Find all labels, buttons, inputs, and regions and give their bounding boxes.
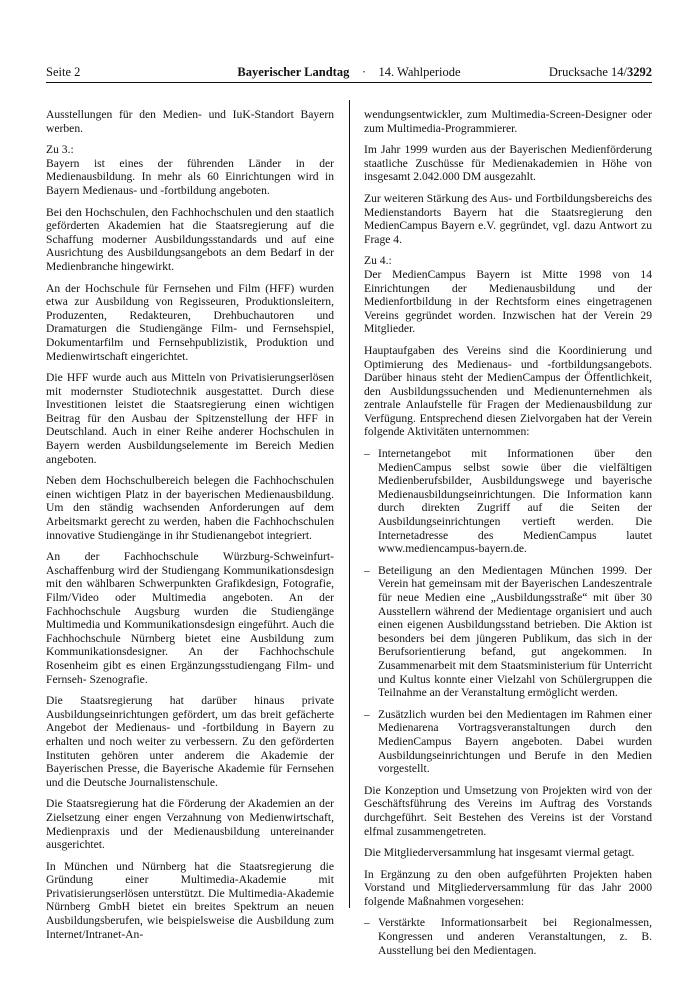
list-item bbox=[364, 564, 652, 700]
column-divider bbox=[349, 100, 350, 908]
header-separator: · bbox=[361, 65, 366, 79]
list-dash: – bbox=[364, 563, 370, 577]
list-item-text: Beteiligung an den Medientagen München 1999. Der Verein hat gemeinsam mit der Bayerischen Landeszentrale für neue Medien eine „Ausbildungsstraße“ mit über 30 Ausstellern während der Medientage organisiert und auch einen eigenen Ausbildungsstand betrieben. Die Aktion ist besonders bei dem jüngeren Publikum, das sich in der Berufsorientierung befand, gut angekommen. In Zusammenarbeit mit dem Staatsministerium für Unterricht und Kultus konnte einer Vielzahl von Schülergruppen die Teilnahme an der Veranstaltung ermöglicht werden. bbox=[378, 563, 652, 700]
header-rule bbox=[46, 82, 652, 83]
document-number-prefix: Drucksache 14/ bbox=[548, 65, 627, 79]
legislative-period: 14. Wahlperiode bbox=[378, 65, 461, 79]
list-item-text: Verstärkte Informationsarbeit bei Regionalmessen, Kongressen und anderen Veranstaltungen, z. B. Ausstellung bei den Medientagen. bbox=[378, 916, 652, 957]
paragraph: In Ergänzung zu den oben aufgeführten Projekten haben Vorstand und Mitgliederversammlung für das Jahr 2000 folgende Maßnahmen vorgesehen: bbox=[364, 867, 652, 908]
paragraph: An der Hochschule für Fernsehen und Film (HFF) wurden etwa zur Ausbildung von Regisseuren, Produktionsleitern, Produzenten, Redakteuren, Drehbuchautoren und Dramaturgen die Studiengänge Film- und Fernsehspiel, Dokumentarfilm und Fernsehpublizistik, Produktion und Medienwirtschaft eingerichtet. bbox=[46, 281, 334, 363]
page-header bbox=[46, 64, 652, 82]
paragraph: Bayern ist eines der führenden Länder in der Medienausbildung. In mehr als 60 Einrichtungen wird in Bayern Medienaus- und -fortbildung angeboten. bbox=[46, 156, 334, 197]
paragraph: In München und Nürnberg hat die Staatsregierung die Gründung einer Multimedia-Akademie mit Privatisierungserlösen unterstützt. Die Multimedia-Akademie Nürnberg GmbH bietet ein breites Spektrum an neuen Ausbildungsberufen, wie beispielsweise die Ausbildung zum Internet/Intranet-An- bbox=[46, 859, 334, 941]
list-dash: – bbox=[364, 916, 370, 930]
left-column bbox=[46, 108, 334, 949]
paragraph: Bei den Hochschulen, den Fachhochschulen und den staatlich geförderten Akademien hat die Staatsregierung auf die Schaffung moderner Ausbildungsstandards und auf eine Ausrichtung des Ausbildungsangebots an dem Bedarf in der Medienbranche hingewirkt. bbox=[46, 205, 334, 273]
list-item bbox=[364, 708, 652, 776]
list-dash: – bbox=[364, 447, 370, 461]
paragraph: Ausstellungen für den Medien- und IuK-Standort Bayern werben. bbox=[46, 108, 334, 135]
activity-list bbox=[364, 447, 652, 776]
paragraph: Hauptaufgaben des Vereins sind die Koordinierung und Optimierung des Medienaus- und -fortbildungsangebots. Darüber hinaus steht der MedienCampus der Öffentlichkeit, den Ausbildungssuchenden und Medienunternehmen als zentrale Anlaufstelle für Fragen der Medienausbildung zur Verfügung. Entsprechend diesen Zielvorgaben hat der Verein folgende Aktivitäten unternommen: bbox=[364, 343, 652, 439]
paragraph: Im Jahr 1999 wurden aus der Bayerischen Medienförderung staatliche Zuschüsse für Medienakademien in Höhe von insgesamt 2.042.000 DM ausgezahlt. bbox=[364, 143, 652, 184]
paragraph: Die Staatsregierung hat darüber hinaus private Ausbildungseinrichtungen gefördert, um das breit gefächerte Angebot der Medienaus- und -fortbildung in Bayern zu erhalten und noch weiter zu verbessern. Zu den geförderten Instituten gehören unter anderem die Akademie der Bayerischen Presse, die Bayerische Akademie für Fernsehen und die Deutsche Journalistenschule. bbox=[46, 694, 334, 789]
page-number: Seite 2 bbox=[46, 65, 81, 79]
paragraph: wendungsentwickler, zum Multimedia-Screen-Designer oder zum Multimedia-Programmierer. bbox=[364, 108, 652, 135]
parliament-name: Bayerischer Landtag bbox=[237, 65, 350, 79]
paragraph: Neben dem Hochschulbereich belegen die Fachhochschulen einen wichtigen Platz in der bayerischen Medienausbildung. Um den ständig wachsenden Anforderungen auf dem Arbeitsmarkt gerecht zu werden, haben die Fachhochschulen innovative Studiengänge in ihr Studienangebot integriert. bbox=[46, 474, 334, 542]
paragraph: Der MedienCampus Bayern ist Mitte 1998 von 14 Einrichtungen der Medienausbildung und der Medienfortbildung in der Rechtsform eines eingetragenen Vereins gegründet worden. Inzwischen hat der Verein 29 Mitglieder. bbox=[364, 267, 652, 336]
list-item-text: Internetangebot mit Informationen über den MedienCampus selbst sowie über die vielfältigen Medienberufsbilder, Ausbildungswege und bayerische Medienausbildungseinrichtungen. Die Information kann durch direkten Zugriff auf die Seiten der Ausbildungseinrichtungen vertieft werden. Die Internetadresse des MedienCampus lautet www.mediencampus-bayern.de. bbox=[378, 447, 652, 556]
answer-heading-3: Zu 3.: bbox=[46, 143, 74, 157]
measures-list bbox=[364, 916, 652, 957]
list-dash: – bbox=[364, 707, 370, 721]
right-column bbox=[364, 108, 652, 965]
document-number bbox=[549, 64, 652, 80]
list-item bbox=[364, 447, 652, 556]
document-number-value: 3292 bbox=[627, 65, 652, 79]
paragraph: Die HFF wurde auch aus Mitteln von Privatisierungserlösen mit modernster Studiotechnik ausgestattet. Durch diese Investitionen leistet die Staatsregierung einen wichtigen Beitrag für den Ausbau der Spitzenstellung der HFF in Deutschland. Auch in einer Reihe anderer Hochschulen in Bayern werden Ausbildungselemente im Bereich Medien angeboten. bbox=[46, 371, 334, 466]
paragraph: Die Staatsregierung hat die Förderung der Akademien an der Zielsetzung einer engen Verzahnung von Medienwirtschaft, Medienpraxis und der Medienausbildung untereinander ausgerichtet. bbox=[46, 797, 334, 852]
paragraph: An der Fachhochschule Würzburg-Schweinfurt-Aschaffenburg wird der Studiengang Kommunikationsdesign mit den wählbaren Schwerpunkten Grafikdesign, Fotografie, Film/Video oder Multimedia angeboten. An der Fachhochschule Augsburg wurden die Studiengänge Multimedia und Kommunikationsdesign eingeführt. Auch die Fachhochschule Nürnberg bietet eine Ausbildung zum Kommunikationsdesigner. An der Fachhochschule Rosenheim gibt es einen Ergänzungsstudiengang Film- und Fernseh- Szenografie. bbox=[46, 550, 334, 686]
answer-heading-4: Zu 4.: bbox=[364, 254, 392, 268]
paragraph: Die Mitgliederversammlung hat insgesamt viermal getagt. bbox=[364, 846, 635, 860]
paragraph: Die Konzeption und Umsetzung von Projekten wird von der Geschäftsführung des Vereins im Auftrag des Vorstands durchgeführt. Seit Bestehen des Vereins ist der Vorstand elfmal zusammengetreten. bbox=[364, 783, 652, 838]
list-item-text: Zusätzlich wurden bei den Medientagen im Rahmen einer Medienarena Vortragsveranstaltungen durch den MedienCampus Bayern angeboten. Dabei wurden Ausbildungseinrichtungen und Berufe in den Medien vorgestellt. bbox=[378, 707, 652, 776]
paragraph: Zur weiteren Stärkung des Aus- und Fortbildungsbereichs des Medienstandorts Bayern hat die Staatsregierung den MedienCampus Bayern e.V. gegründet, vgl. dazu Antwort zu Frage 4. bbox=[364, 191, 652, 246]
list-item bbox=[364, 916, 652, 957]
